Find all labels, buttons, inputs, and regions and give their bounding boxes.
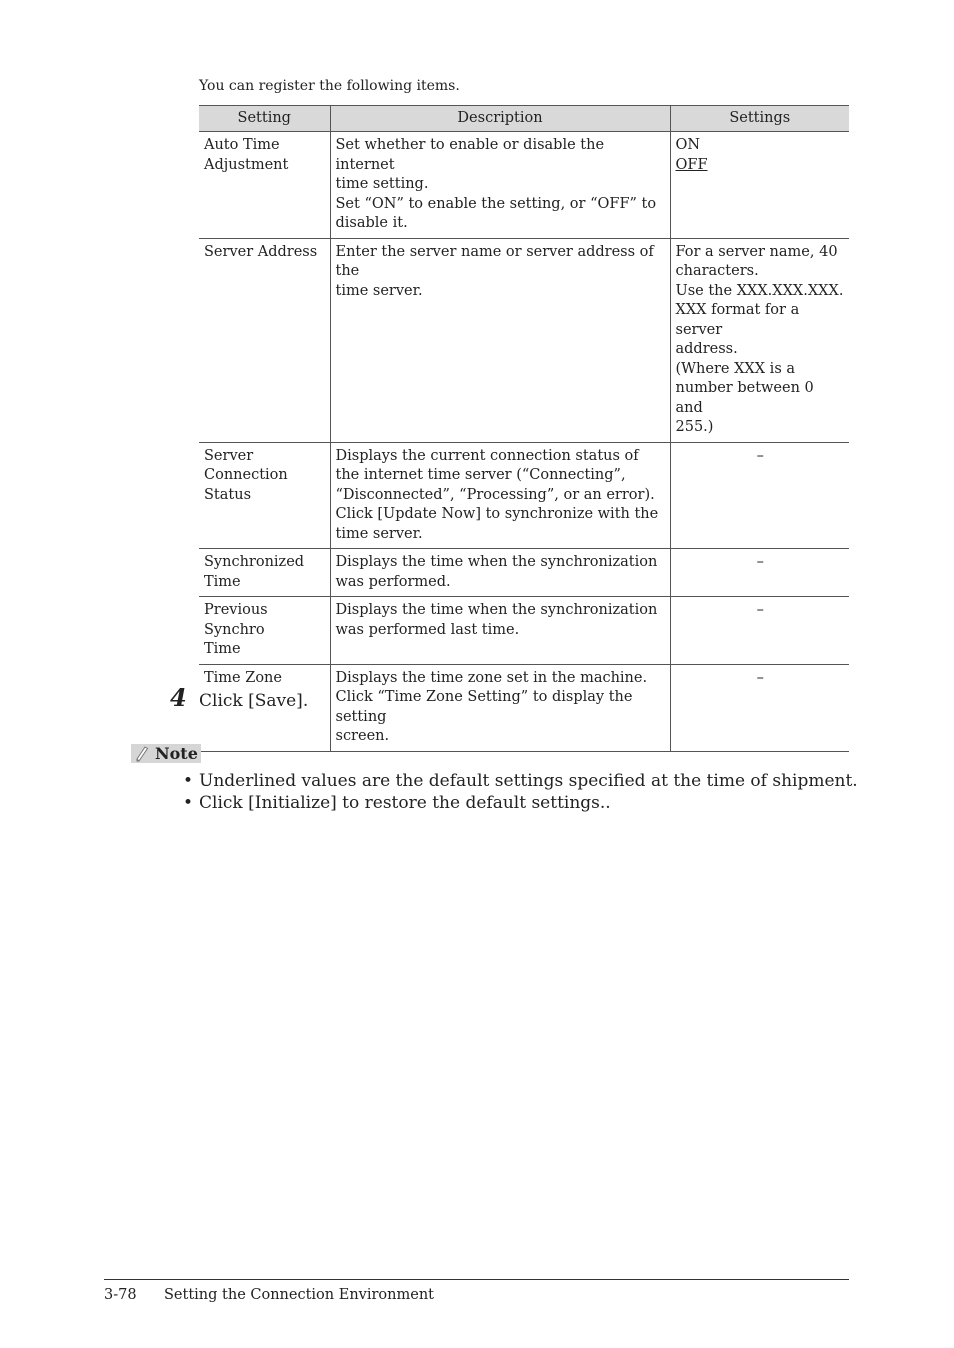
cell-setting: Time Zone xyxy=(199,664,330,751)
cell-description: Displays the time zone set in the machine. Click “Time Zone Setting” to display the setting screen. xyxy=(330,664,670,751)
cell-setting: Auto Time Adjustment xyxy=(199,132,330,239)
page-footer xyxy=(104,1287,434,1303)
table-header-row xyxy=(199,106,849,132)
header-setting: Setting xyxy=(199,106,330,132)
table-row xyxy=(199,549,849,597)
settings-table xyxy=(199,105,849,752)
note-title: Note xyxy=(155,744,198,763)
cell-settings: – xyxy=(670,664,849,751)
note-item-text: Click [Initialize] to restore the default settings.. xyxy=(199,793,611,813)
page-number: 3-78 xyxy=(104,1287,137,1303)
bullet-icon: • xyxy=(183,793,194,813)
cell-settings: For a server name, 40 characters. Use the XXX.XXX.XXX. XXX format for a server address. (Where XXX is a number between 0 and 255.) xyxy=(670,238,849,442)
note-label xyxy=(131,744,201,763)
cell-description: Displays the time when the synchronization was performed. xyxy=(330,549,670,597)
table-row xyxy=(199,597,849,665)
intro-text: You can register the following items. xyxy=(199,78,460,94)
header-description: Description xyxy=(330,106,670,132)
cell-description: Enter the server name or server address of the time server. xyxy=(330,238,670,442)
option-on: ON xyxy=(675,137,701,153)
cell-settings xyxy=(670,132,849,239)
note-item-text: Underlined values are the default settings specified at the time of shipment. xyxy=(199,771,858,791)
footer-divider xyxy=(104,1279,849,1280)
header-settings: Settings xyxy=(670,106,849,132)
option-off-default: OFF xyxy=(675,156,708,173)
cell-setting: Synchronized Time xyxy=(199,549,330,597)
step-4 xyxy=(170,683,308,712)
cell-setting: Server Address xyxy=(199,238,330,442)
cell-setting: Previous Synchro Time xyxy=(199,597,330,665)
cell-setting: Server Connection Status xyxy=(199,442,330,549)
section-title: Setting the Connection Environment xyxy=(164,1287,434,1303)
list-item xyxy=(183,770,858,792)
list-item xyxy=(183,792,858,814)
note-list xyxy=(183,770,858,814)
table-row xyxy=(199,442,849,549)
cell-settings: – xyxy=(670,597,849,665)
cell-description: Set whether to enable or disable the internet time setting. Set “ON” to enable the setting, or “OFF” to disable it. xyxy=(330,132,670,239)
step-number: 4 xyxy=(170,683,187,712)
step-text: Click [Save]. xyxy=(199,691,309,711)
pencil-note-icon xyxy=(135,745,151,763)
table-row xyxy=(199,238,849,442)
bullet-icon: • xyxy=(183,771,194,791)
cell-description: Displays the current connection status of the internet time server (“Connecting”, “Disconnected”, “Processing”, or an error). Click [Update Now] to synchronize with the time server. xyxy=(330,442,670,549)
cell-settings: – xyxy=(670,442,849,549)
cell-settings: – xyxy=(670,549,849,597)
table-row xyxy=(199,132,849,239)
cell-description: Displays the time when the synchronization was performed last time. xyxy=(330,597,670,665)
